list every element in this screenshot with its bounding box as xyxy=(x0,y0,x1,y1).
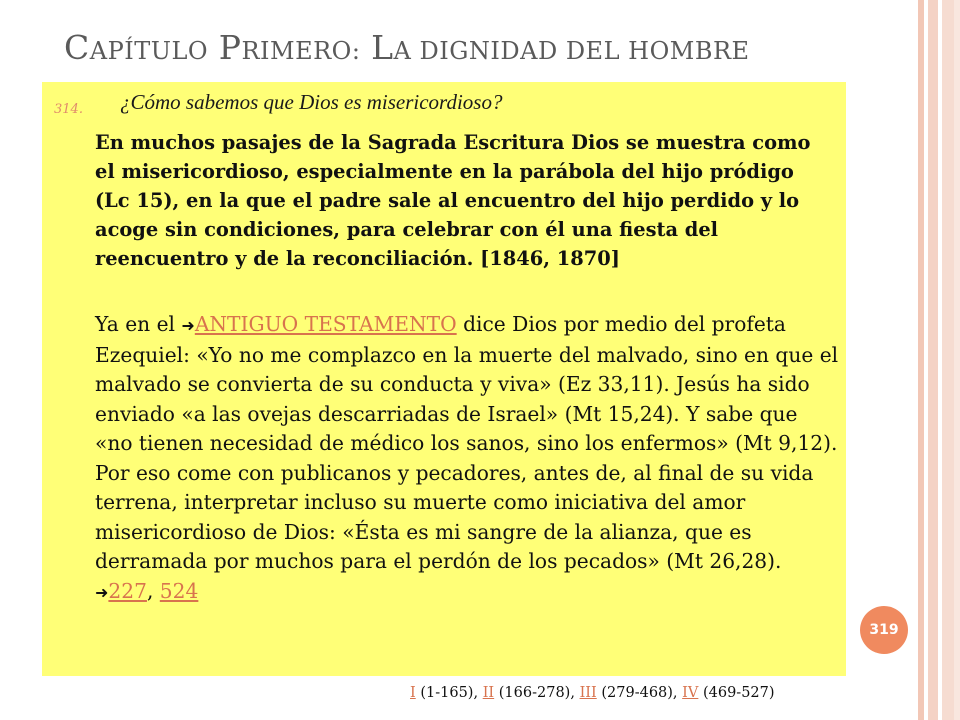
page-number-badge: 319 xyxy=(860,606,908,654)
decor-stripe xyxy=(942,0,954,720)
answer-text: En muchos pasajes de la Sagrada Escritura Dios se muestra como el misericordioso, especialmente en la parábola del hijo pródigo (Lc 15), en la que el padre sale al encuentro del hijo perdido y lo acoge sin condiciones, para celebrar con él una fiesta del reencuentro y de la reconciliación. [1846, 1870] xyxy=(95,131,811,270)
link-524[interactable]: 524 xyxy=(159,578,199,603)
footer-range: (1-165), xyxy=(415,685,483,701)
footer-link-part-iii[interactable]: III xyxy=(579,685,597,701)
title-part: RIMERO: xyxy=(241,37,361,65)
body-text: , xyxy=(146,578,160,603)
question-text: ¿Cómo sabemos que Dios es misericordioso? xyxy=(120,90,503,114)
link-antiguo-testamento[interactable]: ANTIGUO TESTAMENTO xyxy=(194,312,457,336)
footer-range: (469-527) xyxy=(698,685,775,701)
decor-stripe xyxy=(918,0,924,720)
title-part: A DIGNIDAD DEL HOMBRE xyxy=(393,37,750,65)
footer-range: (279-468), xyxy=(596,685,683,701)
body-text: dice Dios por medio del profeta Ezequiel: «Yo no me complazco en la muerte del malvado, sino en que el malvado se convierta de su conducta y viva» (Ez 33,11). Jesús ha sido enviado «a las ovejas descarriadas de Israel» (Mt 15,24). Y sabe que «no tienen necesidad de médico los sanos, sino los enfermos» (Mt 9,12). Por eso come con publicanos y pecadores, antes de, al final de su vida terrena, interpretar incluso su muerte como iniciativa del amor misericordioso de Dios: «Ésta es mi sangre de la alianza, que es derramada por muchos para el perdón de los pecados» (Mt 26,28). xyxy=(95,312,839,573)
footer-link-part-i[interactable]: I xyxy=(410,685,416,701)
question-number: 314. xyxy=(54,102,83,117)
title-part: P xyxy=(218,28,242,67)
decor-stripe xyxy=(954,0,960,720)
footer-link-part-ii[interactable]: II xyxy=(482,685,495,701)
title-part: APÍTULO xyxy=(89,37,209,65)
footer-link-part-iv[interactable]: IV xyxy=(682,685,699,701)
body-text: Ya en el xyxy=(95,312,182,336)
footer-range: (166-278), xyxy=(494,685,580,701)
arrow-icon: ➜ xyxy=(95,582,109,602)
title-part: L xyxy=(371,28,394,67)
title-part: C xyxy=(64,28,90,67)
footer-nav xyxy=(410,685,775,701)
body-paragraph xyxy=(95,310,840,607)
arrow-icon: ➜ xyxy=(181,316,195,335)
page-title xyxy=(64,28,904,67)
decor-stripe xyxy=(928,0,938,720)
link-227[interactable]: 227 xyxy=(108,578,147,603)
